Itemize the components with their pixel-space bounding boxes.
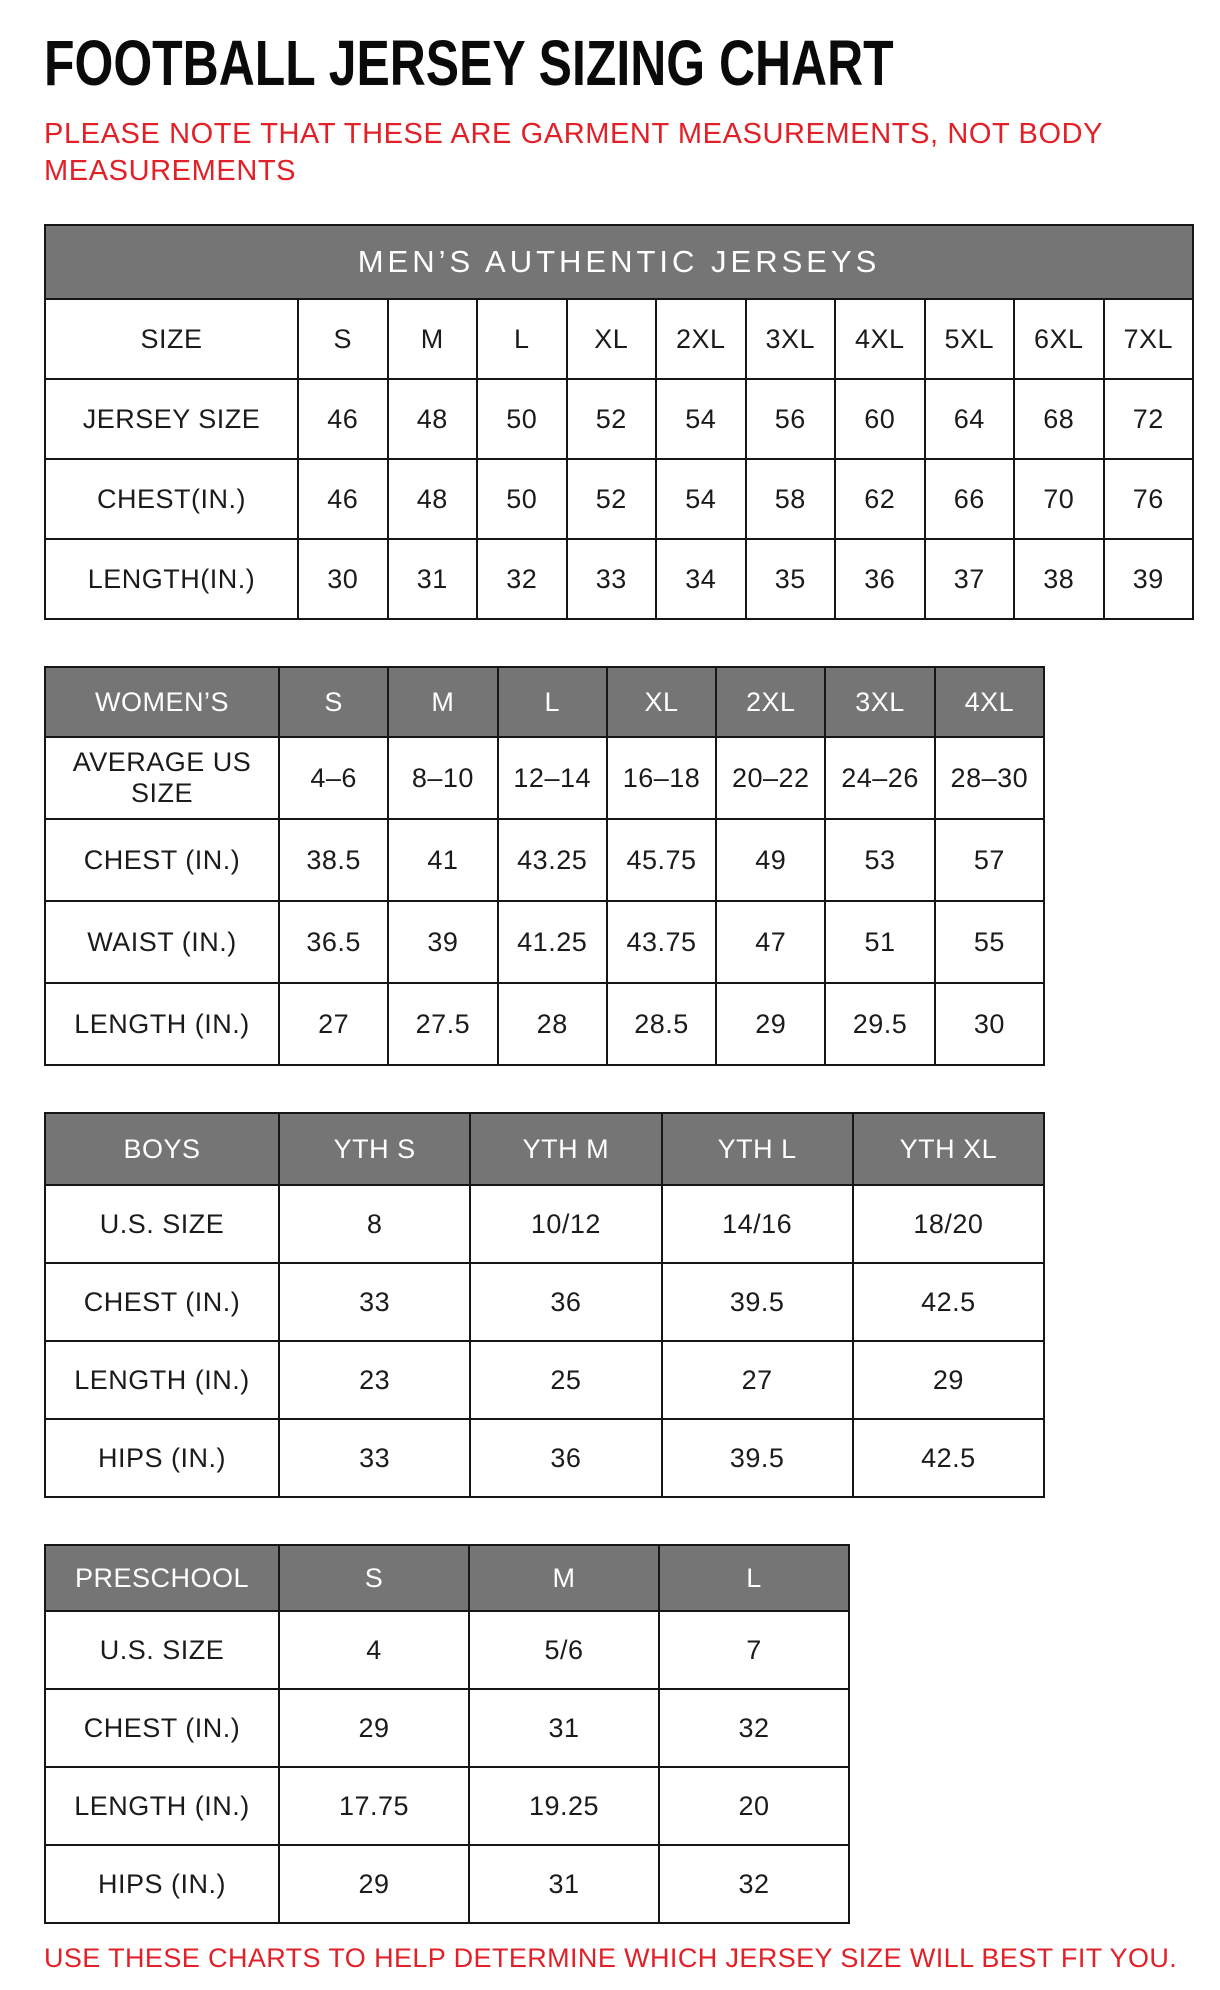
table-cell: 41: [388, 819, 497, 901]
table-cell: 45.75: [607, 819, 716, 901]
table-cell: 43.75: [607, 901, 716, 983]
table-row: [45, 983, 1044, 1065]
column-header: YTH S: [279, 1113, 470, 1185]
table-cell: 29: [279, 1845, 469, 1923]
table-cell: 54: [656, 459, 746, 539]
measurement-note: PLEASE NOTE THAT THESE ARE GARMENT MEASUREMENTS, NOT BODY MEASUREMENTS: [44, 118, 1103, 188]
column-header: M: [388, 667, 497, 737]
table-header-label: PRESCHOOL: [45, 1545, 279, 1611]
table-cell: 33: [279, 1263, 470, 1341]
table-cell: 50: [477, 459, 567, 539]
table-cell: 42.5: [853, 1263, 1044, 1341]
row-label: JERSEY SIZE: [45, 379, 298, 459]
table-cell: 24–26: [825, 737, 934, 819]
table-cell: 30: [935, 983, 1044, 1065]
page-title: FOOTBALL JERSEY SIZING CHART: [44, 27, 894, 99]
table-cell: 39.5: [662, 1419, 853, 1497]
column-header: XL: [607, 667, 716, 737]
table-cell: 20–22: [716, 737, 825, 819]
table-row: [45, 1767, 849, 1845]
column-header: 3XL: [825, 667, 934, 737]
table-cell: 4–6: [279, 737, 388, 819]
table-row: [45, 901, 1044, 983]
table-row: [45, 1185, 1044, 1263]
table-cell: 29.5: [825, 983, 934, 1065]
row-label: HIPS (IN.): [45, 1845, 279, 1923]
table-cell: 18/20: [853, 1185, 1044, 1263]
table-cell: S: [298, 299, 388, 379]
table-cell: 52: [567, 459, 657, 539]
preschool-sizing-table: [44, 1544, 850, 1924]
table-cell: 54: [656, 379, 746, 459]
table-cell: 16–18: [607, 737, 716, 819]
table-cell: 27: [662, 1341, 853, 1419]
table-cell: 46: [298, 459, 388, 539]
table-row: [45, 819, 1044, 901]
table-cell: 49: [716, 819, 825, 901]
table-cell: 58: [746, 459, 836, 539]
table-cell: 64: [925, 379, 1015, 459]
column-header: S: [279, 667, 388, 737]
table-cell: 34: [656, 539, 746, 619]
row-label: LENGTH(IN.): [45, 539, 298, 619]
table-cell: 43.25: [498, 819, 607, 901]
row-label: CHEST (IN.): [45, 1263, 279, 1341]
column-header: S: [279, 1545, 469, 1611]
column-header: YTH L: [662, 1113, 853, 1185]
table-cell: 8: [279, 1185, 470, 1263]
table-row: [45, 1263, 1044, 1341]
table-row: [45, 1689, 849, 1767]
table-cell: 33: [567, 539, 657, 619]
table-title: MEN’S AUTHENTIC JERSEYS: [45, 225, 1193, 299]
table-cell: 76: [1104, 459, 1194, 539]
table-cell: 27.5: [388, 983, 497, 1065]
table-cell: 28.5: [607, 983, 716, 1065]
table-cell: 72: [1104, 379, 1194, 459]
table-cell: 55: [935, 901, 1044, 983]
table-cell: 36: [470, 1419, 661, 1497]
table-cell: 33: [279, 1419, 470, 1497]
column-header: 2XL: [716, 667, 825, 737]
table-cell: 32: [659, 1845, 849, 1923]
table-cell: 56: [746, 379, 836, 459]
table-cell: 31: [388, 539, 478, 619]
table-cell: L: [477, 299, 567, 379]
table-cell: 27: [279, 983, 388, 1065]
column-header: L: [659, 1545, 849, 1611]
row-label: LENGTH (IN.): [45, 983, 279, 1065]
table-cell: 60: [835, 379, 925, 459]
table-cell: 2XL: [656, 299, 746, 379]
column-header: YTH M: [470, 1113, 661, 1185]
table-row: [45, 1419, 1044, 1497]
table-cell: 31: [469, 1845, 659, 1923]
table-cell: 36: [835, 539, 925, 619]
row-label: U.S. SIZE: [45, 1611, 279, 1689]
table-row: [45, 1611, 849, 1689]
table-cell: 5/6: [469, 1611, 659, 1689]
table-cell: 32: [477, 539, 567, 619]
table-cell: 42.5: [853, 1419, 1044, 1497]
table-cell: 47: [716, 901, 825, 983]
table-cell: M: [388, 299, 478, 379]
table-cell: 36: [470, 1263, 661, 1341]
table-cell: 25: [470, 1341, 661, 1419]
table-cell: 6XL: [1014, 299, 1104, 379]
column-header: 4XL: [935, 667, 1044, 737]
table-cell: 20: [659, 1767, 849, 1845]
table-cell: 29: [853, 1341, 1044, 1419]
table-row: [45, 737, 1044, 819]
table-row: [45, 1845, 849, 1923]
table-cell: 38.5: [279, 819, 388, 901]
table-cell: 7XL: [1104, 299, 1194, 379]
table-cell: 57: [935, 819, 1044, 901]
table-cell: 23: [279, 1341, 470, 1419]
row-label: U.S. SIZE: [45, 1185, 279, 1263]
table-cell: 32: [659, 1689, 849, 1767]
row-label: CHEST(IN.): [45, 459, 298, 539]
table-cell: 8–10: [388, 737, 497, 819]
footer-note: USE THESE CHARTS TO HELP DETERMINE WHICH JERSEY SIZE WILL BEST FIT YOU.: [44, 1943, 1178, 1974]
table-cell: 51: [825, 901, 934, 983]
table-cell: 28: [498, 983, 607, 1065]
table-cell: 36.5: [279, 901, 388, 983]
table-cell: 38: [1014, 539, 1104, 619]
table-cell: 31: [469, 1689, 659, 1767]
row-label: CHEST (IN.): [45, 819, 279, 901]
row-label: LENGTH (IN.): [45, 1341, 279, 1419]
table-cell: 50: [477, 379, 567, 459]
table-row: [45, 1341, 1044, 1419]
table-cell: 53: [825, 819, 934, 901]
table-cell: 66: [925, 459, 1015, 539]
table-cell: 39.5: [662, 1263, 853, 1341]
table-cell: 29: [716, 983, 825, 1065]
table-cell: 46: [298, 379, 388, 459]
table-cell: 41.25: [498, 901, 607, 983]
womens-sizing-table: [44, 666, 1045, 1066]
table-cell: 3XL: [746, 299, 836, 379]
table-row: [45, 299, 1193, 379]
table-cell: 62: [835, 459, 925, 539]
table-header-label: WOMEN’S: [45, 667, 279, 737]
boys-sizing-table: [44, 1112, 1045, 1498]
table-cell: 7: [659, 1611, 849, 1689]
table-cell: 70: [1014, 459, 1104, 539]
table-cell: 68: [1014, 379, 1104, 459]
table-cell: 28–30: [935, 737, 1044, 819]
table-header-label: BOYS: [45, 1113, 279, 1185]
column-header: L: [498, 667, 607, 737]
table-row: [45, 379, 1193, 459]
table-cell: 48: [388, 459, 478, 539]
table-cell: 12–14: [498, 737, 607, 819]
table-cell: 10/12: [470, 1185, 661, 1263]
table-cell: XL: [567, 299, 657, 379]
table-cell: 37: [925, 539, 1015, 619]
row-label: SIZE: [45, 299, 298, 379]
column-header: M: [469, 1545, 659, 1611]
table-cell: 39: [1104, 539, 1194, 619]
table-cell: 30: [298, 539, 388, 619]
table-cell: 19.25: [469, 1767, 659, 1845]
row-label: AVERAGE US SIZE: [45, 737, 279, 819]
row-label: CHEST (IN.): [45, 1689, 279, 1767]
column-header: YTH XL: [853, 1113, 1044, 1185]
row-label: HIPS (IN.): [45, 1419, 279, 1497]
table-row: [45, 459, 1193, 539]
table-cell: 14/16: [662, 1185, 853, 1263]
row-label: WAIST (IN.): [45, 901, 279, 983]
table-cell: 48: [388, 379, 478, 459]
table-cell: 5XL: [925, 299, 1015, 379]
table-cell: 17.75: [279, 1767, 469, 1845]
table-cell: 4XL: [835, 299, 925, 379]
table-cell: 39: [388, 901, 497, 983]
mens-authentic-jerseys-table: [44, 224, 1194, 620]
row-label: LENGTH (IN.): [45, 1767, 279, 1845]
table-cell: 52: [567, 379, 657, 459]
table-cell: 35: [746, 539, 836, 619]
table-cell: 4: [279, 1611, 469, 1689]
table-cell: 29: [279, 1689, 469, 1767]
table-row: [45, 539, 1193, 619]
